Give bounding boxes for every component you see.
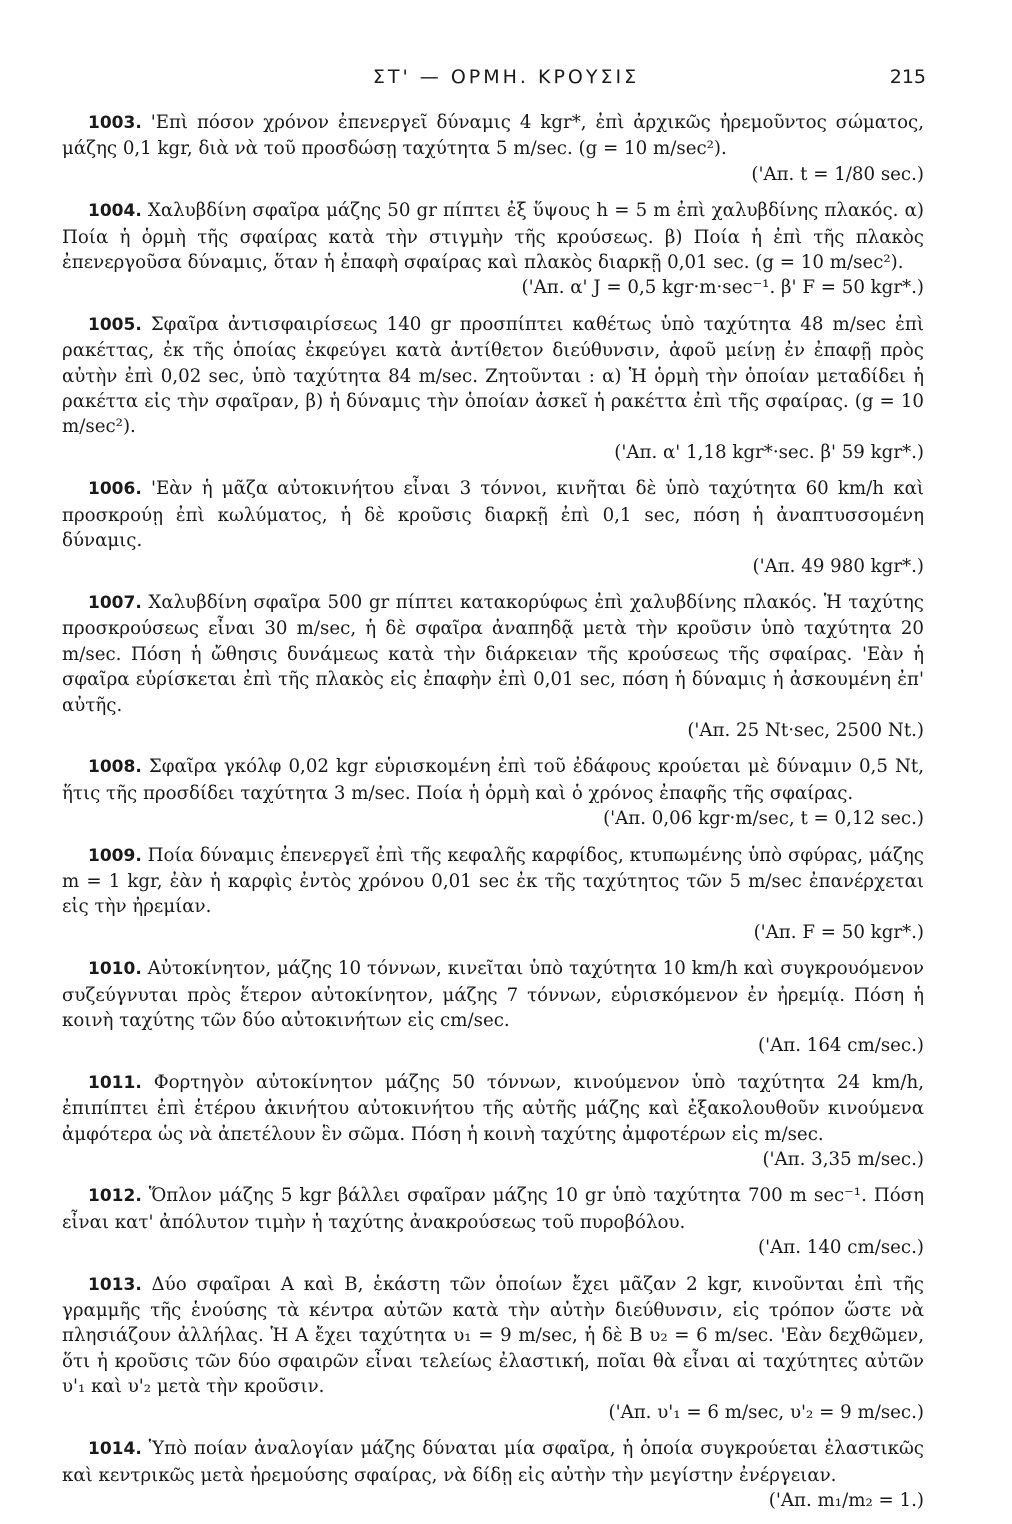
page-number: 215: [889, 66, 926, 88]
problem-number: 1005.: [88, 314, 142, 335]
problem-text: Χαλυβδίνη σφαῖρα μάζης 50 gr πίπτει ἐξ ὕψους h = 5 m ἐπὶ χαλυβδίνης πλακός. α) Ποία ἡ ὁρμὴ τῆς σφαίρας κατὰ τὴν στιγμὴν τῆς κρούσεως. β) Ποία ἡ ἐπὶ τῆς πλακὸς ἐπενεργοῦσα δύναμις, ὅταν ἡ ἐπαφὴ σφαίρας καὶ πλακὸς διαρκῇ 0,01 sec. (g = 10 m/sec²).: [62, 200, 924, 274]
problem-answer: ('Απ. α' J = 0,5 kgr·m·sec⁻¹. β' F = 50 kgr*.): [521, 277, 924, 299]
problem-answer: ('Απ. 3,35 m/sec.): [762, 1149, 924, 1171]
problem-text: Ὅπλον μάζης 5 kgr βάλλει σφαῖραν μάζης 10 gr ὑπὸ ταχύτητα 700 m sec⁻¹. Πόση εἶναι κατ' ἀπόλυτον τιμὴν ἡ ταχύτης ἀνακρούσεως τοῦ πυροβόλου.: [62, 1185, 924, 1233]
problem-1009: [62, 843, 924, 946]
problem-answer: ('Απ. m₁/m₂ = 1.): [768, 1489, 924, 1511]
problem-number: 1011.: [88, 1072, 142, 1093]
running-head: ΣΤ' — ΟΡΜΗ. ΚΡΟΥΣΙΣ: [372, 66, 640, 88]
problem-1012: [62, 1183, 924, 1260]
problem-1005: [62, 312, 924, 465]
problem-answer: ('Απ. t = 1/80 sec.): [751, 163, 924, 185]
problem-text: Ὑπὸ ποίαν ἀναλογίαν μάζης δύναται μία σφαῖρα, ἡ ὁποία συγκρούεται ἐλαστικῶς καὶ κεντρικῶς μετὰ ἠρεμούσης σφαίρας, νὰ δίδῃ εἰς αὐτὴν τὴν μεγίστην ἐνέργειαν.: [62, 1438, 924, 1486]
problem-list: [62, 110, 924, 1524]
problem-answer: ('Απ. 49 980 kgr*.): [752, 555, 924, 577]
problem-text: Χαλυβδίνη σφαῖρα 500 gr πίπτει κατακορύφως ἐπὶ χαλυβδίνης πλακός. Ἡ ταχύτης προσκρούσεως εἶναι 30 m/sec, ἡ δὲ σφαῖρα ἀναπηδᾷ μετὰ τὴν κροῦσιν ὑπὸ ταχύτητα 20 m/sec. Πόση ἡ ὤθησις δυνάμεως κατὰ τὴν διάρκειαν τῆς κρούσεως τῆς σφαίρας. 'Εὰν ἡ σφαῖρα εὑρίσκεται ἐπὶ τῆς πλακὸς εἰς ἐπαφὴν ἐπὶ 0,01 sec, πόση ἡ δύναμις ἡ ἀσκουμένη ἐπ' αὐτῆς.: [62, 591, 924, 716]
problem-1004: [62, 198, 924, 301]
problem-number: 1014.: [88, 1439, 142, 1460]
problem-text: Φορτηγὸν αὐτοκίνητον μάζης 50 τόννων, κινούμενον ὑπὸ ταχύτητα 24 km/h, ἐπιπίπτει ἐπὶ ἑτέρου ἀκινήτου αὐτοκινήτου τῆς αὐτῆς μάζης καὶ ἐξακολουθοῦν κινούμενα ἀμφότερα ὡς νὰ ἀπετέλουν ἓν σῶμα. Πόση ἡ κοινὴ ταχύτης ἀμφοτέρων εἰς m/sec.: [62, 1071, 924, 1145]
problem-answer: ('Απ. υ'₁ = 6 m/sec, υ'₂ = 9 m/sec.): [608, 1401, 924, 1423]
problem-1011: [62, 1070, 924, 1173]
problem-number: 1009.: [88, 845, 142, 866]
problem-number: 1008.: [88, 757, 142, 778]
problem-number: 1012.: [88, 1186, 142, 1207]
problem-1014: [62, 1436, 924, 1513]
problem-1010: [62, 956, 924, 1059]
problem-number: 1003.: [88, 113, 142, 133]
problem-answer: ('Απ. F = 50 kgr*.): [753, 921, 924, 943]
problem-number: 1007.: [88, 592, 142, 613]
problem-number: 1004.: [88, 201, 142, 222]
problem-1013: [62, 1272, 924, 1425]
problem-number: 1013.: [88, 1274, 142, 1295]
problem-text: Ποία δύναμις ἐπενεργεῖ ἐπὶ τῆς κεφαλῆς καρφίδος, κτυπωμένης ὑπὸ σφύρας, μάζης m = 1 kgr, ἐὰν ἡ καρφὶς ἐντὸς χρόνου 0,01 sec ἐκ τῆς ταχύτητος τῶν 5 m/sec ἐπανέρχεται εἰς τὴν ἠρεμίαν.: [62, 844, 924, 918]
problem-1007: [62, 590, 924, 743]
problem-text: Σφαῖρα ἀντισφαιρίσεως 140 gr προσπίπτει καθέτως ὑπὸ ταχύτητα 48 m/sec ἐπὶ ρακέττας, ἐκ τῆς ὁποίας ἐκφεύγει κατὰ ἀντίθετον διεύθυνσιν, ἀφοῦ μείνῃ ἐν ἐπαφῇ πρὸς αὐτὴν ἐπὶ 0,02 sec, ὑπὸ ταχύτητα 84 m/sec. Ζητοῦνται : α) Ἡ ὁρμὴ τὴν ὁποίαν μεταδίδει ἡ ρακέττα εἰς τὴν σφαῖραν, β) ἡ δύναμις τὴν ὁποίαν ἀσκεῖ ἡ ρακέττα ἐπὶ τῆς σφαίρας. (g = 10 m/sec²).: [62, 313, 924, 438]
problem-text: 'Εὰν ἡ μᾶζα αὐτοκινήτου εἶναι 3 τόννοι, κινῆται δὲ ὑπὸ ταχύτητα 60 km/h καὶ προσκρούῃ ἐπὶ κωλύματος, ἡ δὲ κροῦσις διαρκῇ ἐπὶ 0,1 sec, πόση ἡ ἀναπτυσσομένη δύναμις.: [62, 478, 924, 552]
problem-text: Αὐτοκίνητον, μάζης 10 τόννων, κινεῖται ὑπὸ ταχύτητα 10 km/h καὶ συγκρουόμενον συζεύγνυται πρὸς ἕτερον αὐτοκίνητον, μάζης 7 τόννων, εὑρισκόμενον ἐν ἠρεμίᾳ. Πόση ἡ κοινὴ ταχύτης τῶν δύο αὐτοκινήτων εἰς cm/sec.: [62, 958, 924, 1031]
problem-1003: [62, 110, 924, 187]
problem-1006: [62, 476, 924, 579]
problem-answer: ('Απ. 25 Nt·sec, 2500 Nt.): [687, 719, 924, 741]
problem-answer: ('Απ. 164 cm/sec.): [758, 1035, 924, 1057]
problem-answer: ('Απ. 140 cm/sec.): [758, 1237, 924, 1259]
page-header: [0, 66, 1012, 96]
problem-text: Σφαῖρα γκόλφ 0,02 kgr εὑρισκομένη ἐπὶ τοῦ ἐδάφους κρούεται μὲ δύναμιν 0,5 Nt, ἥτις τῆς προσδίδει ταχύτητα 3 m/sec. Ποία ἡ ὁρμὴ καὶ ὁ χρόνος ἐπαφῆς τῆς σφαίρας.: [62, 756, 924, 804]
problem-text: Δύο σφαῖραι Α καὶ Β, ἑκάστη τῶν ὁποίων ἔχει μᾶζαν 2 kgr, κινοῦνται ἐπὶ τῆς γραμμῆς τῆς ἑνούσης τὰ κέντρα αὐτῶν κατὰ τὴν αὐτὴν διεύθυνσιν, εἰς τρόπον ὥστε νὰ πλησιάζουν ἀλλήλας. Ἡ Α ἔχει ταχύτητα υ₁ = 9 m/sec, ἡ δὲ Β υ₂ = 6 m/sec. 'Εὰν δεχθῶμεν, ὅτι ἡ κροῦσις τῶν δύο σφαιρῶν εἶναι τελείως ἐλαστική, ποῖαι θὰ εἶναι αἱ ταχύτητες αὐτῶν υ'₁ καὶ υ'₂ μετὰ τὴν κροῦσιν.: [62, 1273, 924, 1398]
problem-answer: ('Απ. α' 1,18 kgr*·sec. β' 59 kgr*.): [614, 441, 924, 463]
problem-number: 1006.: [88, 479, 142, 500]
problem-text: 'Επὶ πόσον χρόνον ἐπενεργεῖ δύναμις 4 kgr*, ἐπὶ ἀρχικῶς ἠρεμοῦντος σώματος, μάζης 0,1 kgr, διὰ νὰ τοῦ προσδώσῃ ταχύτητα 5 m/sec. (g = 10 m/sec²).: [62, 112, 924, 160]
problem-1008: [62, 754, 924, 831]
problem-answer: ('Απ. 0,06 kgr·m/sec, t = 0,12 sec.): [603, 808, 924, 830]
problem-number: 1010.: [88, 959, 142, 980]
